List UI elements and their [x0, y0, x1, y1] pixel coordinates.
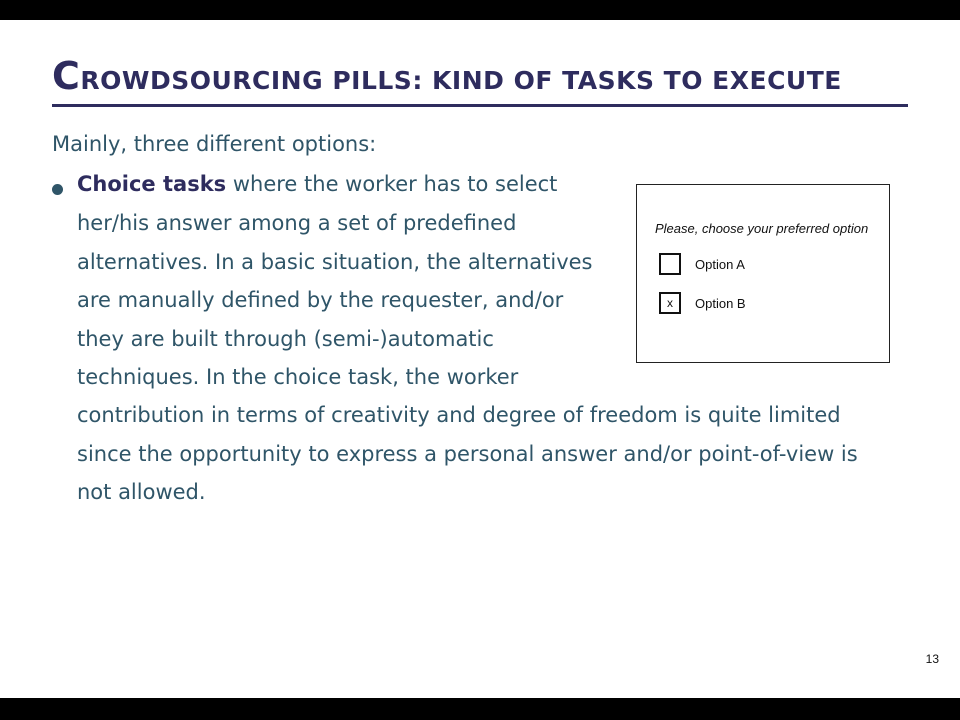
title-divider	[52, 104, 908, 107]
bullet-line-1-text: where the worker has to select	[226, 172, 558, 196]
option-a-checkbox[interactable]	[659, 253, 681, 275]
page-number: 13	[925, 652, 939, 666]
bullet-line-3: alternatives. In a basic situation, the alternatives	[77, 250, 593, 274]
bullet-line-6: techniques. In the choice task, the worker	[77, 365, 519, 389]
bullet-line-8: since the opportunity to express a personal answer and/or point-of-view is	[77, 442, 858, 466]
bullet-line-5: they are built through (semi-)automatic	[77, 327, 494, 351]
slide-title	[52, 54, 842, 98]
option-b-label: Option B	[695, 296, 746, 311]
option-a-label: Option A	[695, 257, 745, 272]
bullet-line-4: are manually defined by the requester, and/or	[77, 288, 564, 312]
bullet-line-9: not allowed.	[77, 480, 206, 504]
bullet-dot	[52, 184, 63, 195]
slide-title-rest: ROWDSOURCING PILLS: KIND OF TASKS TO EXECUTE	[80, 66, 842, 95]
choice-tasks-term: Choice tasks	[77, 172, 227, 196]
option-b-checkbox[interactable]: x	[659, 292, 681, 314]
bullet-line-7: contribution in terms of creativity and degree of freedom is quite limited	[77, 403, 841, 427]
intro-text: Mainly, three different options:	[52, 132, 377, 156]
form-prompt: Please, choose your preferred option	[655, 221, 869, 236]
slide-title-initial: C	[52, 54, 81, 98]
bullet-line-1	[77, 172, 557, 196]
choice-form-example	[636, 184, 890, 363]
slide	[0, 20, 960, 698]
bullet-line-2: her/his answer among a set of predefined	[77, 211, 517, 235]
